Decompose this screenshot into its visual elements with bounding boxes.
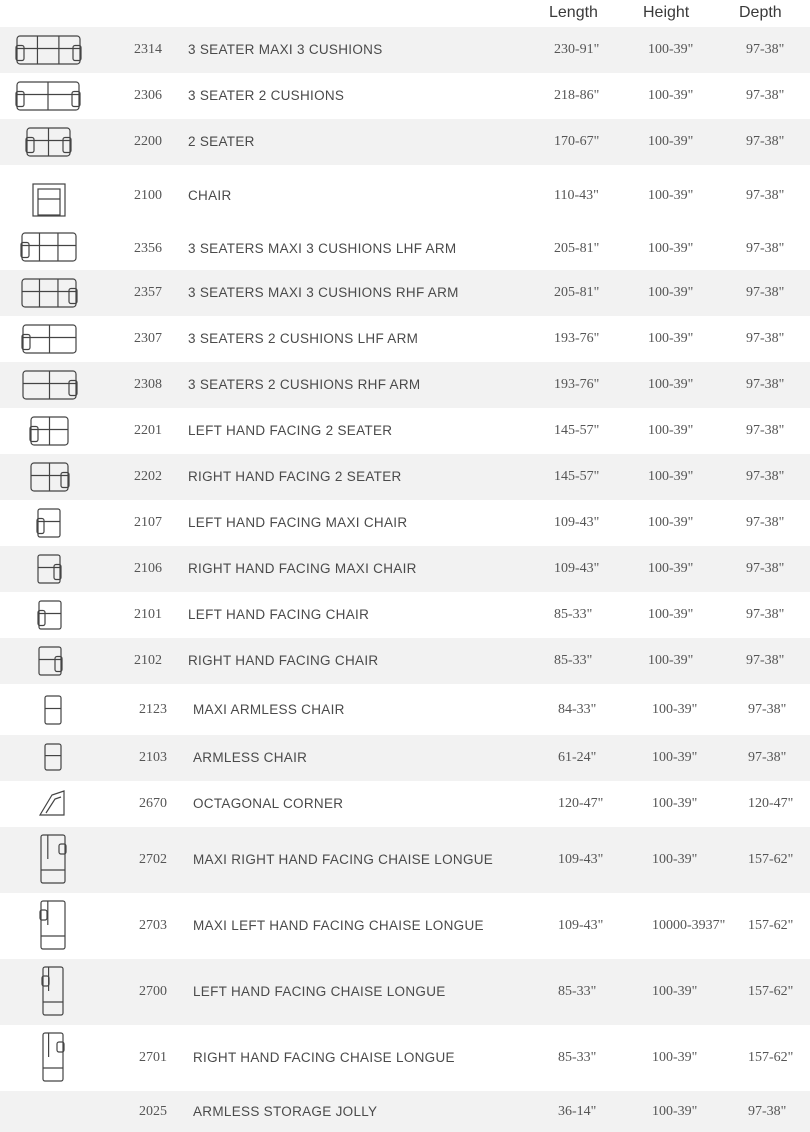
depth-value: 157-62"	[748, 852, 794, 867]
height-value: 100-39"	[648, 42, 694, 57]
table-row	[0, 227, 810, 270]
height-value: 100-39"	[652, 702, 698, 717]
product-description: LEFT HAND FACING 2 SEATER	[188, 423, 393, 438]
product-code: 2202	[134, 469, 162, 484]
length-value: 193-76"	[554, 377, 600, 392]
table-row	[0, 119, 810, 165]
depth-value: 97-38"	[746, 469, 785, 484]
length-value: 84-33"	[558, 702, 597, 717]
product-description: CHAIR	[188, 188, 232, 203]
table-row	[0, 546, 810, 592]
table-row	[0, 454, 810, 500]
length-value: 205-81"	[554, 241, 600, 256]
length-value: 120-47"	[558, 796, 604, 811]
product-code: 2356	[134, 241, 162, 256]
depth-value: 97-38"	[746, 607, 785, 622]
height-value: 100-39"	[652, 852, 698, 867]
product-code: 2306	[134, 88, 162, 103]
product-code: 2700	[139, 984, 167, 999]
height-value: 100-39"	[648, 241, 694, 256]
length-value: 61-24"	[558, 750, 597, 765]
product-description: LEFT HAND FACING CHAIR	[188, 607, 370, 622]
product-code: 2702	[139, 852, 167, 867]
height-value: 100-39"	[652, 750, 698, 765]
lhf-maxi-chair-icon	[37, 508, 61, 538]
table-row	[0, 592, 810, 638]
product-description: MAXI RIGHT HAND FACING CHAISE LONGUE	[193, 852, 494, 867]
length-value: 85-33"	[558, 1050, 597, 1065]
maxi-armless-chair-icon	[44, 695, 62, 725]
depth-value: 97-38"	[746, 188, 785, 203]
rhf-2-seater-icon	[30, 462, 69, 492]
lhf-chair-icon	[38, 600, 62, 630]
product-code: 2201	[134, 423, 162, 438]
product-code: 2107	[134, 515, 162, 530]
product-code: 2703	[139, 918, 167, 933]
depth-value: 97-38"	[748, 750, 787, 765]
product-description: 3 SEATERS 2 CUSHIONS RHF ARM	[188, 377, 421, 392]
rhf-chair-icon	[38, 646, 62, 676]
length-value: 109-43"	[554, 561, 600, 576]
table-row	[0, 500, 810, 546]
height-value: 100-39"	[648, 607, 694, 622]
sofa-3-seater-lhf-arm-icon	[21, 232, 77, 262]
product-description: 3 SEATER 2 CUSHIONS	[188, 88, 345, 103]
depth-value: 97-38"	[746, 88, 785, 103]
product-description: 3 SEATERS 2 CUSHIONS LHF ARM	[188, 331, 419, 346]
height-value: 100-39"	[648, 331, 694, 346]
length-value: 85-33"	[554, 607, 593, 622]
product-code: 2103	[139, 750, 167, 765]
sofa-3-seater-2-cushions-icon	[16, 81, 80, 111]
product-code: 2308	[134, 377, 162, 392]
product-code: 2102	[134, 653, 162, 668]
height-value: 100-39"	[648, 561, 694, 576]
product-description: 3 SEATER MAXI 3 CUSHIONS	[188, 42, 383, 57]
height-value: 100-39"	[648, 653, 694, 668]
table-header	[0, 0, 810, 28]
height-value: 100-39"	[648, 134, 694, 149]
product-description: 3 SEATERS MAXI 3 CUSHIONS RHF ARM	[188, 285, 459, 300]
column-header-length: Length	[549, 4, 598, 21]
depth-value: 120-47"	[748, 796, 794, 811]
length-value: 85-33"	[554, 653, 593, 668]
product-description: ARMLESS CHAIR	[193, 750, 308, 765]
lhf-2-seater-icon	[30, 416, 69, 446]
depth-value: 97-38"	[746, 423, 785, 438]
product-description: MAXI ARMLESS CHAIR	[193, 702, 345, 717]
depth-value: 97-38"	[748, 1104, 787, 1119]
table-row	[0, 735, 810, 781]
sofa-2-cushion-lhf-arm-icon	[22, 324, 77, 354]
product-code: 2101	[134, 607, 162, 622]
product-code: 2357	[134, 285, 162, 300]
product-code: 2100	[134, 188, 162, 203]
length-value: 205-81"	[554, 285, 600, 300]
depth-value: 97-38"	[748, 702, 787, 717]
table-row	[0, 362, 810, 408]
height-value: 100-39"	[652, 1104, 698, 1119]
depth-value: 97-38"	[746, 331, 785, 346]
depth-value: 97-38"	[746, 42, 785, 57]
table-row	[0, 827, 810, 893]
length-value: 145-57"	[554, 469, 600, 484]
table-row	[0, 1025, 810, 1091]
rhf-maxi-chair-icon	[37, 554, 61, 584]
sofa-3-seater-maxi-icon	[16, 35, 81, 65]
table-row	[0, 408, 810, 454]
depth-value: 97-38"	[746, 561, 785, 576]
table-row	[0, 638, 810, 684]
product-description: 2 SEATER	[188, 134, 255, 149]
product-description: ARMLESS STORAGE JOLLY	[193, 1104, 378, 1119]
depth-value: 97-38"	[746, 134, 785, 149]
length-value: 109-43"	[558, 918, 604, 933]
product-description: LEFT HAND FACING MAXI CHAIR	[188, 515, 408, 530]
height-value: 100-39"	[648, 285, 694, 300]
depth-value: 97-38"	[746, 285, 785, 300]
table-row	[0, 270, 810, 316]
column-header-height: Height	[643, 4, 690, 21]
table-row	[0, 73, 810, 119]
sofa-2-cushion-rhf-arm-icon	[22, 370, 77, 400]
height-value: 100-39"	[652, 1050, 698, 1065]
table-row	[0, 959, 810, 1025]
height-value: 100-39"	[648, 469, 694, 484]
product-code: 2025	[139, 1104, 167, 1119]
table-row	[0, 165, 810, 227]
height-value: 100-39"	[648, 515, 694, 530]
product-code: 2106	[134, 561, 162, 576]
product-description: OCTAGONAL CORNER	[193, 796, 344, 811]
table-row	[0, 893, 810, 959]
maxi-rhf-chaise-icon	[40, 834, 66, 884]
table-row	[0, 316, 810, 362]
table-row	[0, 781, 810, 827]
length-value: 109-43"	[558, 852, 604, 867]
chair-icon	[32, 183, 66, 217]
product-description: 3 SEATERS MAXI 3 CUSHIONS LHF ARM	[188, 241, 457, 256]
depth-value: 157-62"	[748, 984, 794, 999]
depth-value: 157-62"	[748, 918, 794, 933]
sofa-2-seater-icon	[26, 127, 71, 157]
depth-value: 97-38"	[746, 241, 785, 256]
column-header-depth: Depth	[739, 4, 782, 21]
octagonal-corner-icon	[38, 789, 66, 817]
height-value: 100-39"	[652, 796, 698, 811]
product-description: RIGHT HAND FACING CHAIR	[188, 653, 379, 668]
product-code: 2200	[134, 134, 162, 149]
height-value: 100-39"	[648, 88, 694, 103]
sofa-3-seater-rhf-arm-icon	[21, 278, 77, 308]
height-value: 10000-3937"	[652, 918, 726, 933]
product-code: 2701	[139, 1050, 167, 1065]
length-value: 193-76"	[554, 331, 600, 346]
length-value: 36-14"	[558, 1104, 597, 1119]
product-description: LEFT HAND FACING CHAISE LONGUE	[193, 984, 446, 999]
length-value: 145-57"	[554, 423, 600, 438]
product-description: MAXI LEFT HAND FACING CHAISE LONGUE	[193, 918, 484, 933]
table-row	[0, 27, 810, 73]
depth-value: 97-38"	[746, 653, 785, 668]
product-description: RIGHT HAND FACING 2 SEATER	[188, 469, 402, 484]
lhf-chaise-icon	[42, 966, 64, 1016]
rhf-chaise-icon	[42, 1032, 64, 1082]
depth-value: 97-38"	[746, 515, 785, 530]
length-value: 110-43"	[554, 188, 599, 203]
height-value: 100-39"	[648, 377, 694, 392]
length-value: 85-33"	[558, 984, 597, 999]
length-value: 170-67"	[554, 134, 600, 149]
maxi-lhf-chaise-icon	[40, 900, 66, 950]
length-value: 230-91"	[554, 42, 600, 57]
depth-value: 97-38"	[746, 377, 785, 392]
table-row	[0, 1091, 810, 1132]
product-description: RIGHT HAND FACING MAXI CHAIR	[188, 561, 417, 576]
depth-value: 157-62"	[748, 1050, 794, 1065]
height-value: 100-39"	[648, 423, 694, 438]
product-code: 2307	[134, 331, 162, 346]
height-value: 100-39"	[648, 188, 694, 203]
length-value: 109-43"	[554, 515, 600, 530]
product-code: 2314	[134, 42, 162, 57]
product-code: 2123	[139, 702, 167, 717]
armless-chair-icon	[44, 743, 62, 771]
product-description: RIGHT HAND FACING CHAISE LONGUE	[193, 1050, 455, 1065]
height-value: 100-39"	[652, 984, 698, 999]
length-value: 218-86"	[554, 88, 600, 103]
table-row	[0, 684, 810, 735]
product-code: 2670	[139, 796, 167, 811]
